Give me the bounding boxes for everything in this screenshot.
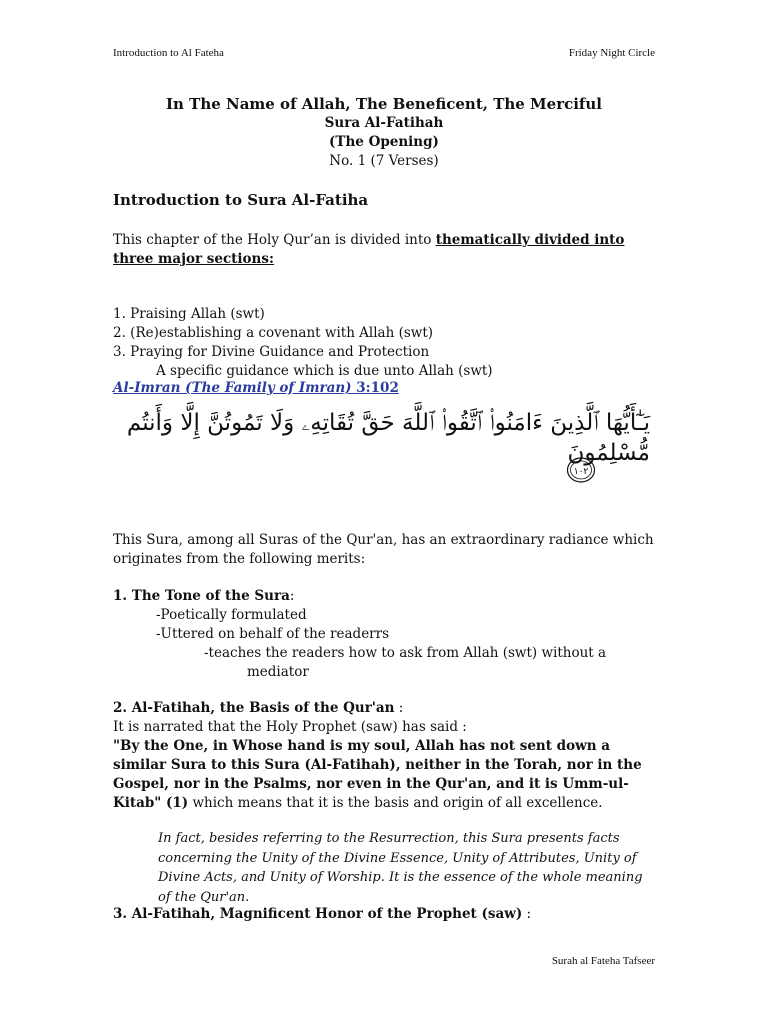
narration-text: It is narrated that the Holy Prophet (saw) has said :	[113, 719, 467, 735]
hadith-tail: which means that it is the basis and origin of all excellence.	[188, 795, 603, 811]
verse-number-text: ١٠٢	[573, 467, 589, 477]
list-item-continuation: mediator	[247, 664, 309, 680]
intro-text: This chapter of the Holy Qur’an is divided into	[113, 232, 436, 248]
reference-surah: Al-Imran (The Family of Imran)	[113, 380, 352, 396]
merit-heading: 3. Al-Fatihah, Magnificent Honor of the Prophet (saw)	[113, 906, 523, 922]
list-item: 1. Praising Allah (swt)	[113, 306, 265, 322]
page-title: In The Name of Allah, The Beneficent, The Merciful	[166, 95, 602, 113]
verse-reference-link[interactable]	[113, 380, 399, 396]
sections-list	[113, 305, 658, 381]
list-item: 2. (Re)establishing a covenant with Allah (swt)	[113, 325, 434, 341]
guidance-note: A specific guidance which is due unto Allah (swt)	[156, 363, 493, 379]
sura-name: Sura Al-Fatihah	[324, 115, 444, 131]
list-item: -Poetically formulated	[156, 607, 307, 623]
italic-quote: In fact, besides referring to the Resurrection, this Sura presents facts concerning the Unity of the Divine Essence, Unity of Attributes, Unity of Divine Acts, and Unity of Worship. It is the essence of the whole meaning of the Qur'an.	[158, 831, 643, 905]
merit-basis	[113, 699, 658, 813]
sura-number: No. 1 (7 Verses)	[329, 153, 439, 169]
merit-heading: 1. The Tone of the Sura	[113, 588, 290, 604]
arabic-verse: يَـٰٓأَيُّهَا ٱلَّذِينَ ءَامَنُوا۟ ٱتَّقُوا۟ ٱللَّهَ حَقَّ تُقَاتِهِۦ وَلَا تَمُوتُنَّ إِلَّا وَأَنتُم مُّسْلِمُونَ	[126, 410, 650, 466]
merit-heading: 2. Al-Fatihah, the Basis of the Qur'an	[113, 700, 395, 716]
merits-intro: This Sura, among all Suras of the Qur'an, has an extraordinary radiance which originates from the following merits:	[113, 532, 654, 567]
heading-colon: :	[522, 906, 532, 922]
list-item: -teaches the readers how to ask from Allah (swt) without a	[204, 645, 607, 661]
heading-colon: :	[394, 700, 404, 716]
sura-subtitle: (The Opening)	[329, 134, 439, 150]
merit-tone	[113, 587, 658, 682]
page-footer: Surah al Fateha Tafseer	[551, 955, 655, 967]
intro-paragraph	[113, 231, 658, 269]
heading-colon: :	[289, 588, 295, 604]
merit-honor	[113, 905, 658, 924]
list-item: 3. Praying for Divine Guidance and Protection	[113, 344, 430, 360]
header-right: Friday Night Circle	[568, 47, 655, 59]
intro-emphasis: thematically divided into three major sections:	[113, 232, 625, 267]
verse-number-marker	[566, 456, 596, 484]
hadith-quote	[113, 737, 658, 813]
hadith-text: "By the One, in Whose hand is my soul, Allah has not sent down a similar Sura to this Sura (Al-Fatihah), neither in the Torah, nor in the Gospel, nor in the Psalms, nor even in the Qur'an, and it is Umm-ul-Kitab" (1)	[113, 738, 642, 811]
reference-verse: 3:102	[356, 380, 399, 396]
header-left: Introduction to Al Fateha	[113, 47, 224, 59]
title-block	[113, 95, 655, 171]
list-item: -Uttered on behalf of the readerrs	[156, 626, 390, 642]
section-heading: Introduction to Sura Al-Fatiha	[113, 191, 369, 209]
